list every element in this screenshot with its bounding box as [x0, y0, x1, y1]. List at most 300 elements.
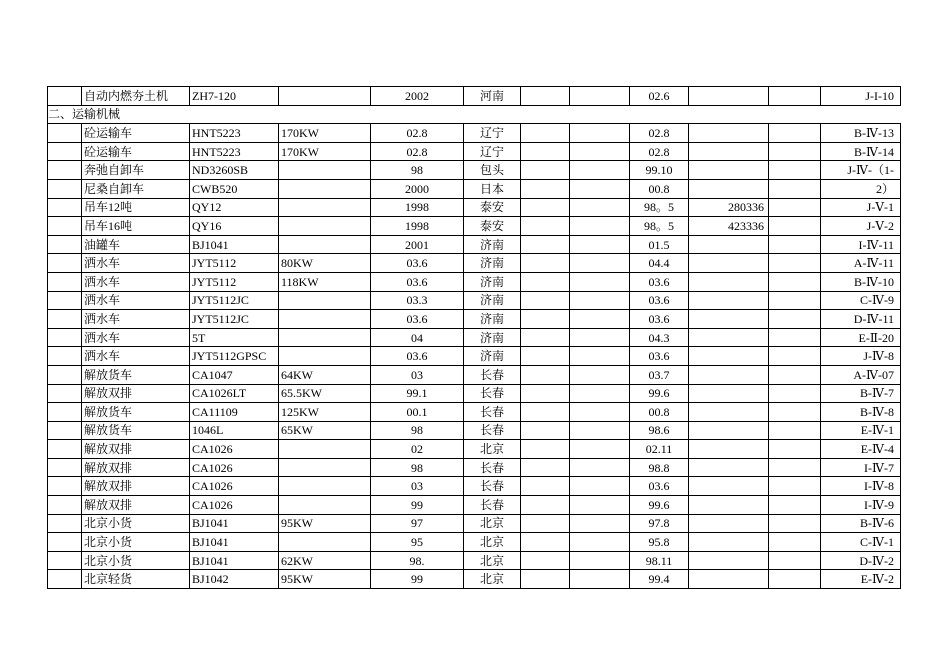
name-cell: 奔弛自卸车 — [82, 161, 190, 180]
blank-cell — [769, 291, 821, 310]
name-cell: 解放货车 — [82, 365, 190, 384]
table-body-top — [48, 87, 901, 106]
index-cell — [48, 142, 82, 161]
name-cell: 洒水车 — [82, 347, 190, 366]
code-cell: E-Ⅱ-20 — [821, 328, 901, 347]
code-cell: I-Ⅳ-9 — [821, 496, 901, 515]
number-cell — [689, 533, 769, 552]
index-cell — [48, 87, 82, 106]
date-cell: 00.8 — [630, 403, 689, 422]
number-cell — [689, 384, 769, 403]
power-cell: 65.5KW — [279, 384, 371, 403]
origin-cell: 济南 — [464, 272, 521, 291]
power-cell: 118KW — [279, 272, 371, 291]
blank-cell — [570, 440, 630, 459]
origin-cell: 长春 — [464, 384, 521, 403]
date-cell: 01.5 — [630, 235, 689, 254]
blank-cell — [521, 87, 570, 106]
table-row — [48, 440, 901, 459]
model-cell: 1046L — [190, 421, 279, 440]
blank-cell — [570, 384, 630, 403]
year-cell: 03 — [371, 477, 464, 496]
blank-cell — [570, 421, 630, 440]
year-cell: 1998 — [371, 217, 464, 236]
year-cell: 2000 — [371, 179, 464, 198]
blank-cell — [769, 198, 821, 217]
code-cell: 2） — [821, 179, 901, 198]
blank-cell — [769, 235, 821, 254]
model-cell: CA1026 — [190, 440, 279, 459]
index-cell — [48, 347, 82, 366]
blank-cell — [521, 217, 570, 236]
table-row — [48, 272, 901, 291]
table-row — [48, 328, 901, 347]
model-cell: ZH7-120 — [190, 87, 279, 106]
index-cell — [48, 328, 82, 347]
origin-cell: 包头 — [464, 161, 521, 180]
index-cell — [48, 124, 82, 143]
number-cell: 423336 — [689, 217, 769, 236]
code-cell: J-Ⅳ-（1- — [821, 161, 901, 180]
number-cell — [689, 161, 769, 180]
blank-cell — [570, 347, 630, 366]
origin-cell: 北京 — [464, 570, 521, 589]
power-cell: 65KW — [279, 421, 371, 440]
date-cell: 98.6 — [630, 421, 689, 440]
date-cell: 99.6 — [630, 384, 689, 403]
origin-cell: 长春 — [464, 403, 521, 422]
name-cell: 北京小货 — [82, 514, 190, 533]
blank-cell — [570, 458, 630, 477]
index-cell — [48, 440, 82, 459]
blank-cell — [521, 310, 570, 329]
origin-cell: 济南 — [464, 254, 521, 273]
power-cell — [279, 458, 371, 477]
name-cell: 洒水车 — [82, 310, 190, 329]
blank-cell — [521, 142, 570, 161]
blank-cell — [521, 570, 570, 589]
blank-cell — [521, 477, 570, 496]
table-row — [48, 421, 901, 440]
year-cell: 03.6 — [371, 272, 464, 291]
blank-cell — [521, 551, 570, 570]
number-cell — [689, 496, 769, 515]
name-cell: 砼运输车 — [82, 142, 190, 161]
date-cell: 02.11 — [630, 440, 689, 459]
blank-cell — [521, 161, 570, 180]
blank-cell — [570, 328, 630, 347]
model-cell: JYT5112JC — [190, 310, 279, 329]
index-cell — [48, 458, 82, 477]
date-cell: 03.6 — [630, 347, 689, 366]
code-cell: B-Ⅳ-10 — [821, 272, 901, 291]
number-cell — [689, 440, 769, 459]
index-cell — [48, 235, 82, 254]
number-cell — [689, 458, 769, 477]
blank-cell — [570, 161, 630, 180]
blank-cell — [769, 403, 821, 422]
blank-cell — [769, 87, 821, 106]
power-cell: 125KW — [279, 403, 371, 422]
table-row — [48, 217, 901, 236]
index-cell — [48, 514, 82, 533]
power-cell — [279, 347, 371, 366]
model-cell: HNT5223 — [190, 142, 279, 161]
number-cell — [689, 291, 769, 310]
model-cell: JYT5112 — [190, 272, 279, 291]
name-cell: 解放双排 — [82, 477, 190, 496]
blank-cell — [769, 477, 821, 496]
blank-cell — [570, 551, 630, 570]
number-cell — [689, 235, 769, 254]
model-cell: HNT5223 — [190, 124, 279, 143]
date-cell: 00.8 — [630, 179, 689, 198]
table-row — [48, 179, 901, 198]
blank-cell — [769, 124, 821, 143]
name-cell: 解放双排 — [82, 458, 190, 477]
index-cell — [48, 477, 82, 496]
blank-cell — [769, 217, 821, 236]
blank-cell — [769, 272, 821, 291]
blank-cell — [570, 365, 630, 384]
blank-cell — [769, 533, 821, 552]
year-cell: 02.8 — [371, 142, 464, 161]
number-cell — [689, 87, 769, 106]
year-cell: 03.6 — [371, 347, 464, 366]
year-cell: 1998 — [371, 198, 464, 217]
index-cell — [48, 421, 82, 440]
blank-cell — [769, 570, 821, 589]
name-cell: 吊车12吨 — [82, 198, 190, 217]
code-cell: B-Ⅳ-7 — [821, 384, 901, 403]
date-cell: 03.7 — [630, 365, 689, 384]
date-cell: 98.11 — [630, 551, 689, 570]
blank-cell — [769, 514, 821, 533]
origin-cell: 北京 — [464, 514, 521, 533]
power-cell — [279, 235, 371, 254]
code-cell: I-Ⅳ-7 — [821, 458, 901, 477]
name-cell: 北京轻货 — [82, 570, 190, 589]
power-cell — [279, 496, 371, 515]
blank-cell — [521, 421, 570, 440]
blank-cell — [570, 87, 630, 106]
code-cell: I-Ⅳ-11 — [821, 235, 901, 254]
blank-cell — [570, 235, 630, 254]
name-cell: 洒水车 — [82, 254, 190, 273]
code-cell: D-Ⅳ-2 — [821, 551, 901, 570]
table-row — [48, 533, 901, 552]
blank-cell — [521, 347, 570, 366]
origin-cell: 北京 — [464, 551, 521, 570]
model-cell: CA11109 — [190, 403, 279, 422]
power-cell: 62KW — [279, 551, 371, 570]
year-cell: 00.1 — [371, 403, 464, 422]
code-cell: B-Ⅳ-6 — [821, 514, 901, 533]
origin-cell: 泰安 — [464, 198, 521, 217]
power-cell: 64KW — [279, 365, 371, 384]
name-cell: 北京小货 — [82, 551, 190, 570]
name-cell: 砼运输车 — [82, 124, 190, 143]
model-cell: CA1026 — [190, 496, 279, 515]
date-cell: 02.8 — [630, 124, 689, 143]
power-cell: 95KW — [279, 514, 371, 533]
index-cell — [48, 496, 82, 515]
name-cell: 解放货车 — [82, 421, 190, 440]
table-row — [48, 365, 901, 384]
blank-cell — [570, 403, 630, 422]
index-cell — [48, 291, 82, 310]
year-cell: 2001 — [371, 235, 464, 254]
code-cell: I-Ⅳ-8 — [821, 477, 901, 496]
origin-cell: 北京 — [464, 533, 521, 552]
year-cell: 98 — [371, 421, 464, 440]
code-cell: E-Ⅳ-4 — [821, 440, 901, 459]
model-cell: BJ1041 — [190, 551, 279, 570]
index-cell — [48, 570, 82, 589]
number-cell — [689, 124, 769, 143]
index-cell — [48, 551, 82, 570]
year-cell: 02.8 — [371, 124, 464, 143]
table-row — [48, 254, 901, 273]
index-cell — [48, 365, 82, 384]
blank-cell — [769, 179, 821, 198]
blank-cell — [769, 365, 821, 384]
date-cell: 99.6 — [630, 496, 689, 515]
section-title: 二、运输机械 — [48, 105, 901, 124]
blank-cell — [769, 551, 821, 570]
model-cell: BJ1041 — [190, 235, 279, 254]
blank-cell — [521, 514, 570, 533]
blank-cell — [521, 179, 570, 198]
code-cell: B-Ⅳ-14 — [821, 142, 901, 161]
date-cell: 99.4 — [630, 570, 689, 589]
name-cell: 自动内燃夯土机 — [82, 87, 190, 106]
origin-cell: 长春 — [464, 365, 521, 384]
blank-cell — [570, 291, 630, 310]
power-cell — [279, 87, 371, 106]
blank-cell — [521, 440, 570, 459]
blank-cell — [570, 254, 630, 273]
origin-cell: 辽宁 — [464, 124, 521, 143]
blank-cell — [769, 347, 821, 366]
power-cell — [279, 179, 371, 198]
model-cell: ND3260SB — [190, 161, 279, 180]
index-cell — [48, 198, 82, 217]
power-cell: 80KW — [279, 254, 371, 273]
origin-cell: 济南 — [464, 291, 521, 310]
year-cell: 2002 — [371, 87, 464, 106]
number-cell — [689, 365, 769, 384]
number-cell — [689, 179, 769, 198]
index-cell — [48, 179, 82, 198]
number-cell — [689, 421, 769, 440]
blank-cell — [570, 179, 630, 198]
number-cell — [689, 254, 769, 273]
code-cell: J-Ⅴ-1 — [821, 198, 901, 217]
model-cell: JYT5112GPSC — [190, 347, 279, 366]
blank-cell — [570, 142, 630, 161]
origin-cell: 辽宁 — [464, 142, 521, 161]
code-cell: J-Ⅴ-2 — [821, 217, 901, 236]
table-row — [48, 347, 901, 366]
date-cell: 02.6 — [630, 87, 689, 106]
year-cell: 99 — [371, 570, 464, 589]
blank-cell — [521, 235, 570, 254]
number-cell — [689, 328, 769, 347]
date-cell: 98。5 — [630, 198, 689, 217]
table-row — [48, 514, 901, 533]
power-cell — [279, 291, 371, 310]
table-row — [48, 161, 901, 180]
power-cell — [279, 161, 371, 180]
model-cell: CA1026 — [190, 458, 279, 477]
number-cell — [689, 514, 769, 533]
table-row — [48, 310, 901, 329]
table-row — [48, 198, 901, 217]
year-cell: 99.1 — [371, 384, 464, 403]
blank-cell — [769, 440, 821, 459]
table-row — [48, 291, 901, 310]
table-row — [48, 551, 901, 570]
year-cell: 03.6 — [371, 310, 464, 329]
model-cell: CA1026LT — [190, 384, 279, 403]
date-cell: 98。5 — [630, 217, 689, 236]
year-cell: 98 — [371, 458, 464, 477]
equipment-table — [47, 86, 901, 589]
index-cell — [48, 272, 82, 291]
blank-cell — [570, 477, 630, 496]
code-cell: C-Ⅳ-1 — [821, 533, 901, 552]
name-cell: 解放货车 — [82, 403, 190, 422]
origin-cell: 济南 — [464, 347, 521, 366]
year-cell: 03.6 — [371, 254, 464, 273]
model-cell: QY16 — [190, 217, 279, 236]
code-cell: D-Ⅳ-11 — [821, 310, 901, 329]
blank-cell — [521, 254, 570, 273]
name-cell: 油罐车 — [82, 235, 190, 254]
name-cell: 解放双排 — [82, 440, 190, 459]
power-cell — [279, 217, 371, 236]
origin-cell: 长春 — [464, 458, 521, 477]
code-cell: C-Ⅳ-9 — [821, 291, 901, 310]
number-cell — [689, 403, 769, 422]
power-cell — [279, 477, 371, 496]
year-cell: 03 — [371, 365, 464, 384]
year-cell: 99 — [371, 496, 464, 515]
blank-cell — [521, 365, 570, 384]
blank-cell — [570, 310, 630, 329]
origin-cell: 泰安 — [464, 217, 521, 236]
blank-cell — [521, 496, 570, 515]
year-cell: 02 — [371, 440, 464, 459]
code-cell: A-Ⅳ-07 — [821, 365, 901, 384]
index-cell — [48, 254, 82, 273]
blank-cell — [570, 514, 630, 533]
table-row — [48, 235, 901, 254]
index-cell — [48, 403, 82, 422]
model-cell: JYT5112 — [190, 254, 279, 273]
power-cell — [279, 533, 371, 552]
number-cell — [689, 570, 769, 589]
blank-cell — [769, 384, 821, 403]
table-row — [48, 384, 901, 403]
name-cell: 洒水车 — [82, 291, 190, 310]
table-row — [48, 124, 901, 143]
date-cell: 03.6 — [630, 291, 689, 310]
blank-cell — [521, 198, 570, 217]
model-cell: CA1047 — [190, 365, 279, 384]
index-cell — [48, 384, 82, 403]
name-cell: 洒水车 — [82, 328, 190, 347]
table-row — [48, 477, 901, 496]
origin-cell: 长春 — [464, 421, 521, 440]
table-row — [48, 403, 901, 422]
code-cell: E-Ⅳ-2 — [821, 570, 901, 589]
number-cell — [689, 347, 769, 366]
blank-cell — [521, 124, 570, 143]
model-cell: CA1026 — [190, 477, 279, 496]
blank-cell — [769, 254, 821, 273]
power-cell: 170KW — [279, 124, 371, 143]
blank-cell — [769, 310, 821, 329]
number-cell — [689, 551, 769, 570]
power-cell — [279, 310, 371, 329]
index-cell — [48, 533, 82, 552]
blank-cell — [521, 403, 570, 422]
date-cell: 98.8 — [630, 458, 689, 477]
model-cell: QY12 — [190, 198, 279, 217]
date-cell: 03.6 — [630, 310, 689, 329]
year-cell: 04 — [371, 328, 464, 347]
table-row — [48, 87, 901, 106]
name-cell: 吊车16吨 — [82, 217, 190, 236]
blank-cell — [570, 496, 630, 515]
blank-cell — [521, 291, 570, 310]
year-cell: 98 — [371, 161, 464, 180]
number-cell — [689, 477, 769, 496]
blank-cell — [570, 124, 630, 143]
origin-cell: 日本 — [464, 179, 521, 198]
number-cell — [689, 142, 769, 161]
blank-cell — [521, 458, 570, 477]
name-cell: 解放双排 — [82, 496, 190, 515]
model-cell: 5T — [190, 328, 279, 347]
blank-cell — [521, 272, 570, 291]
table-row — [48, 496, 901, 515]
number-cell — [689, 272, 769, 291]
origin-cell: 长春 — [464, 477, 521, 496]
date-cell: 02.8 — [630, 142, 689, 161]
model-cell: BJ1042 — [190, 570, 279, 589]
code-cell: J-I-10 — [821, 87, 901, 106]
origin-cell: 河南 — [464, 87, 521, 106]
code-cell: B-Ⅳ-8 — [821, 403, 901, 422]
code-cell: A-Ⅳ-11 — [821, 254, 901, 273]
origin-cell: 济南 — [464, 328, 521, 347]
code-cell: E-Ⅳ-1 — [821, 421, 901, 440]
blank-cell — [570, 198, 630, 217]
date-cell: 95.8 — [630, 533, 689, 552]
date-cell: 04.3 — [630, 328, 689, 347]
power-cell: 95KW — [279, 570, 371, 589]
power-cell: 170KW — [279, 142, 371, 161]
power-cell — [279, 198, 371, 217]
blank-cell — [521, 328, 570, 347]
year-cell: 03.3 — [371, 291, 464, 310]
blank-cell — [769, 421, 821, 440]
model-cell: BJ1041 — [190, 514, 279, 533]
power-cell — [279, 440, 371, 459]
